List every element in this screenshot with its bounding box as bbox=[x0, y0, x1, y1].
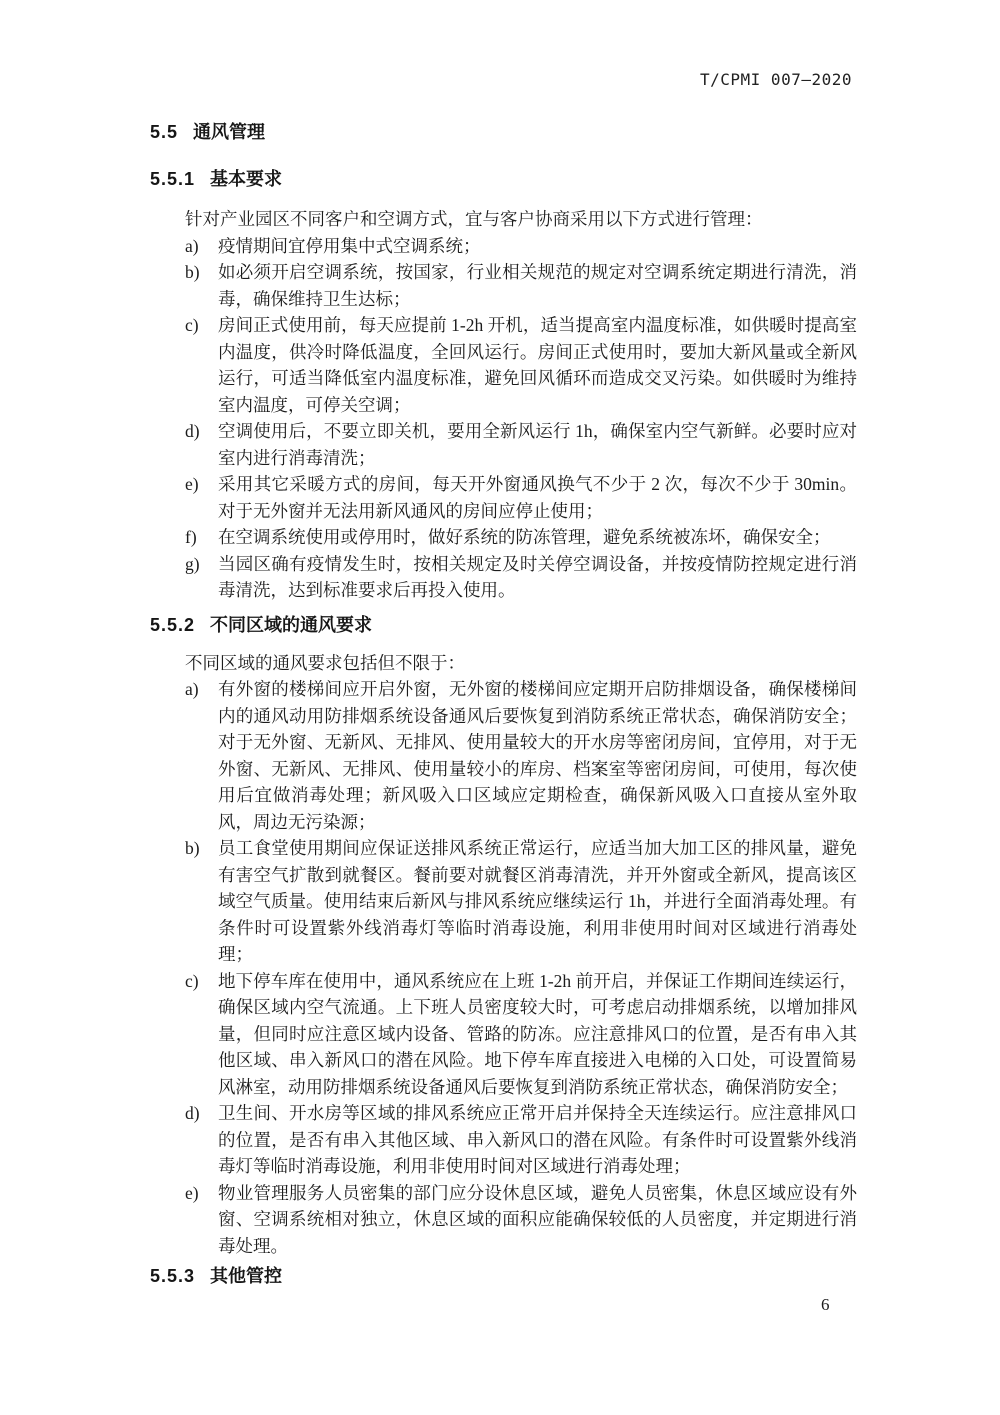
list-item-text: 地下停车库在使用中，通风系统应在上班 1-2h 前开启，并保证工作期间连续运行，确保区域内空气流通。上下班人员密度较大时，可考虑启动排烟系统，以增加排风量，但同时应注意区域内设备、管路的防冻。应注意排风口的位置，是否有串入其他区域、串入新风口的潜在风险。地下停车库直接进入电梯的入口处，可设置简易风淋室，动用防排烟系统设备通风后要恢复到消防系统正常状态，确保消防安全； bbox=[218, 970, 857, 1097]
list-item bbox=[185, 1100, 857, 1180]
section-5-5-2-number: 5.5.2 bbox=[150, 614, 196, 635]
section-5-5-1-title: 基本要求 bbox=[210, 169, 283, 189]
list-item-text: 如必须开启空调系统，按国家，行业相关规范的规定对空调系统定期进行清洗，消毒，确保维持卫生达标； bbox=[218, 262, 857, 309]
list-item bbox=[185, 968, 857, 1101]
list-item-text: 员工食堂使用期间应保证送排风系统正常运行，应适当加大加工区的排风量，避免有害空气扩散到就餐区。餐前要对就餐区消毒清洗，并开外窗或全新风，提高该区域空气质量。使用结束后新风与排风系统应继续运行 1h，并进行全面消毒处理。有条件时可设置紫外线消毒灯等临时消毒设施，利用非使用时间对区域进行消毒处理； bbox=[218, 838, 857, 964]
list-item-label: d) bbox=[185, 1103, 200, 1123]
list-item bbox=[185, 835, 857, 968]
list-item-text: 卫生间、开水房等区域的排风系统应正常开启并保持全天连续运行。应注意排风口的位置，是否有串入其他区域、串入新风口的潜在风险。有条件时可设置紫外线消毒灯等临时消毒设施，利用非使用时间对区域进行消毒处理； bbox=[218, 1103, 857, 1176]
list-item bbox=[185, 312, 857, 418]
list-item-label: f) bbox=[185, 527, 197, 547]
page-number: 6 bbox=[821, 1295, 830, 1314]
list-item-text: 有外窗的楼梯间应开启外窗，无外窗的楼梯间应定期开启防排烟设备，确保楼梯间内的通风动用防排烟系统设备通风后要恢复到消防系统正常状态，确保消防安全；对于无外窗、无新风、无排风、使用量较大的开水房等密闭房间，宜停用，对于无外窗、无新风、无排风、使用量较小的库房、档案室等密闭房间，可使用，每次使用后宜做消毒处理；新风吸入口区域应定期检查，确保新风吸入口直接从室外取风，周边无污染源； bbox=[218, 679, 857, 832]
list-item bbox=[185, 233, 857, 260]
list-item-label: b) bbox=[185, 262, 200, 282]
list-item-label: a) bbox=[185, 235, 199, 256]
list-item bbox=[185, 524, 857, 551]
list-item-label: a) bbox=[185, 679, 199, 699]
list-item bbox=[185, 471, 857, 524]
list-item-label: c) bbox=[185, 970, 199, 991]
section-5-5-3-heading bbox=[150, 1265, 857, 1287]
list-item-label: e) bbox=[185, 474, 199, 494]
list-item-text: 房间正式使用前，每天应提前 1-2h 开机，适当提高室内温度标准，如供暖时提高室内温度，供冷时降低温度，全回风运行。房间正式使用时，要加大新风量或全新风运行，可适当降低室内温度标准，避免回风循环而造成交叉污染。如供暖时为维持室内温度，可停关空调； bbox=[218, 315, 857, 415]
list-item-text: 在空调系统使用或停用时，做好系统的防冻管理，避免系统被冻坏，确保安全； bbox=[218, 527, 831, 547]
section-5-5-1-heading bbox=[150, 168, 857, 190]
section-5-5-2-list bbox=[185, 676, 857, 1259]
list-item bbox=[185, 259, 857, 312]
list-item bbox=[185, 1180, 857, 1260]
section-5-5-1-list bbox=[185, 233, 857, 604]
list-item-text: 疫情期间宜停用集中式空调系统； bbox=[218, 235, 481, 256]
section-5-5-3-title: 其他管控 bbox=[210, 1266, 283, 1286]
list-item-text: 物业管理服务人员密集的部门应分设休息区域，避免人员密集，休息区域应设有外窗、空调系统相对独立，休息区域的面积应能确保较低的人员密度，并定期进行消毒处理。 bbox=[218, 1182, 857, 1256]
list-item bbox=[185, 418, 857, 471]
list-item-label: g) bbox=[185, 553, 200, 574]
list-item-label: e) bbox=[185, 1182, 199, 1203]
standard-number-header: T/CPMI 007—2020 bbox=[700, 70, 852, 89]
list-item-label: c) bbox=[185, 315, 199, 335]
page-content bbox=[150, 0, 857, 1287]
list-item bbox=[185, 676, 857, 835]
section-5-5-title: 通风管理 bbox=[193, 122, 266, 142]
list-item-text: 当园区确有疫情发生时，按相关规定及时关停空调设备，并按疫情防控规定进行消毒清洗，达到标准要求后再投入使用。 bbox=[218, 553, 857, 600]
section-5-5-1-intro: 针对产业园区不同客户和空调方式，宜与客户协商采用以下方式进行管理： bbox=[185, 209, 763, 229]
list-item-label: d) bbox=[185, 421, 200, 441]
section-5-5-2-title: 不同区域的通风要求 bbox=[210, 614, 373, 635]
section-5-5-number: 5.5 bbox=[150, 122, 179, 142]
section-5-5-1-number: 5.5.1 bbox=[150, 169, 196, 189]
section-5-5-2-intro: 不同区域的通风要求包括但不限于： bbox=[185, 652, 465, 673]
list-item-text: 空调使用后，不要立即关机，要用全新风运行 1h，确保室内空气新鲜。必要时应对室内进行消毒清洗； bbox=[218, 421, 857, 468]
list-item bbox=[185, 551, 857, 604]
list-item-label: b) bbox=[185, 838, 200, 858]
section-5-5-heading bbox=[150, 121, 857, 143]
section-5-5-3-number: 5.5.3 bbox=[150, 1266, 196, 1286]
list-item-text: 采用其它采暖方式的房间，每天开外窗通风换气不少于 2 次，每次不少于 30min。对于无外窗并无法用新风通风的房间应停止使用； bbox=[218, 474, 857, 521]
section-5-5-2-heading bbox=[150, 614, 857, 636]
